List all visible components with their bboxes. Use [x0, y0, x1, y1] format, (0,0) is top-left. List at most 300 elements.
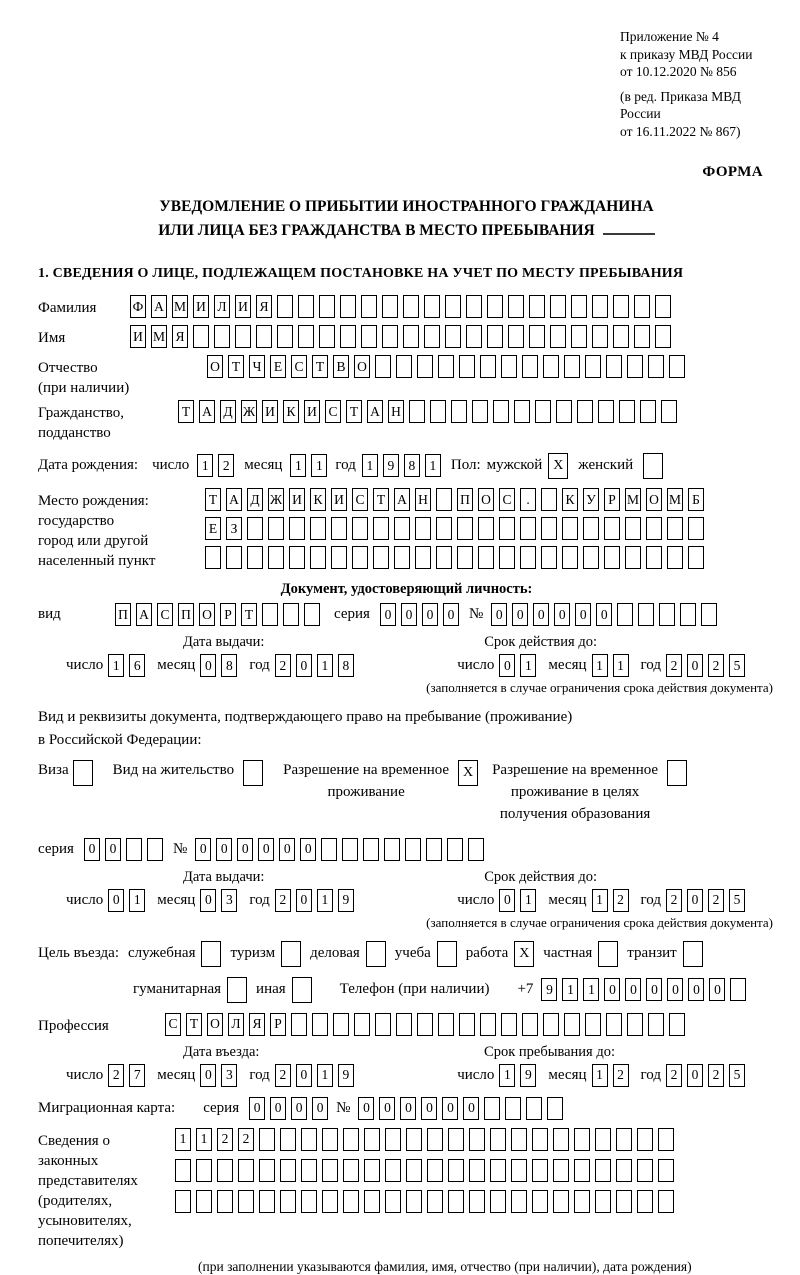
char-cell[interactable]: 9 — [520, 1064, 536, 1087]
char-cell[interactable]: Т — [205, 488, 221, 511]
char-cell[interactable]: С — [291, 355, 307, 378]
char-cell[interactable] — [547, 1097, 563, 1120]
char-cell[interactable] — [680, 603, 696, 626]
char-cell[interactable] — [543, 355, 559, 378]
char-cell[interactable]: 9 — [541, 978, 557, 1001]
char-cell[interactable] — [625, 546, 641, 569]
visa-checkbox[interactable] — [73, 760, 93, 786]
char-cell[interactable]: 0 — [296, 654, 312, 677]
char-cell[interactable] — [333, 1013, 349, 1036]
char-cell[interactable]: У — [583, 488, 599, 511]
char-cell[interactable]: Р — [270, 1013, 286, 1036]
char-cell[interactable]: 0 — [499, 889, 515, 912]
char-cell[interactable]: 2 — [613, 1064, 629, 1087]
char-cell[interactable] — [340, 325, 356, 348]
char-cell[interactable] — [637, 1190, 653, 1213]
purpose-business-checkbox[interactable] — [366, 941, 386, 967]
char-cell[interactable] — [262, 603, 278, 626]
char-cell[interactable] — [280, 1190, 296, 1213]
char-cell[interactable] — [658, 1128, 674, 1151]
char-cell[interactable] — [459, 355, 475, 378]
char-cell[interactable]: 0 — [200, 654, 216, 677]
char-cell[interactable] — [541, 546, 557, 569]
char-cell[interactable] — [364, 1190, 380, 1213]
char-cell[interactable] — [493, 400, 509, 423]
char-cell[interactable] — [298, 295, 314, 318]
char-cell[interactable] — [373, 517, 389, 540]
char-cell[interactable]: Р — [604, 488, 620, 511]
char-cell[interactable]: 0 — [463, 1097, 479, 1120]
char-cell[interactable]: 1 — [499, 1064, 515, 1087]
char-cell[interactable]: Е — [205, 517, 221, 540]
char-cell[interactable] — [331, 517, 347, 540]
char-cell[interactable] — [571, 295, 587, 318]
char-cell[interactable]: Т — [312, 355, 328, 378]
char-cell[interactable] — [277, 325, 293, 348]
char-cell[interactable] — [312, 1013, 328, 1036]
char-cell[interactable]: . — [520, 488, 536, 511]
char-cell[interactable] — [426, 838, 442, 861]
char-cell[interactable]: 1 — [129, 889, 145, 912]
char-cell[interactable]: О — [354, 355, 370, 378]
char-cell[interactable] — [472, 400, 488, 423]
char-cell[interactable] — [409, 400, 425, 423]
char-cell[interactable] — [562, 517, 578, 540]
char-cell[interactable] — [193, 325, 209, 348]
purpose-other-checkbox[interactable] — [292, 977, 312, 1003]
char-cell[interactable] — [625, 517, 641, 540]
char-cell[interactable]: И — [289, 488, 305, 511]
char-cell[interactable]: Н — [388, 400, 404, 423]
char-cell[interactable]: 2 — [666, 1064, 682, 1087]
char-cell[interactable]: И — [331, 488, 347, 511]
char-cell[interactable] — [427, 1128, 443, 1151]
char-cell[interactable] — [427, 1159, 443, 1182]
char-cell[interactable] — [638, 603, 654, 626]
char-cell[interactable]: 0 — [237, 838, 253, 861]
char-cell[interactable] — [646, 517, 662, 540]
char-cell[interactable]: Е — [270, 355, 286, 378]
char-cell[interactable]: 0 — [108, 889, 124, 912]
char-cell[interactable]: Я — [256, 295, 272, 318]
char-cell[interactable]: И — [304, 400, 320, 423]
char-cell[interactable] — [321, 838, 337, 861]
char-cell[interactable] — [701, 603, 717, 626]
char-cell[interactable] — [535, 400, 551, 423]
char-cell[interactable]: 0 — [249, 1097, 265, 1120]
char-cell[interactable] — [688, 546, 704, 569]
char-cell[interactable]: 0 — [554, 603, 570, 626]
char-cell[interactable] — [553, 1190, 569, 1213]
char-cell[interactable] — [415, 546, 431, 569]
char-cell[interactable] — [585, 1013, 601, 1036]
char-cell[interactable] — [688, 517, 704, 540]
char-cell[interactable] — [501, 1013, 517, 1036]
char-cell[interactable] — [637, 1159, 653, 1182]
char-cell[interactable] — [283, 603, 299, 626]
char-cell[interactable] — [280, 1128, 296, 1151]
char-cell[interactable]: 0 — [200, 1064, 216, 1087]
char-cell[interactable]: 7 — [129, 1064, 145, 1087]
char-cell[interactable] — [484, 1097, 500, 1120]
char-cell[interactable] — [352, 546, 368, 569]
char-cell[interactable] — [520, 546, 536, 569]
char-cell[interactable] — [310, 517, 326, 540]
char-cell[interactable] — [480, 1013, 496, 1036]
char-cell[interactable] — [648, 1013, 664, 1036]
char-cell[interactable]: П — [115, 603, 131, 626]
char-cell[interactable]: 0 — [379, 1097, 395, 1120]
char-cell[interactable] — [424, 325, 440, 348]
char-cell[interactable] — [616, 1190, 632, 1213]
char-cell[interactable] — [436, 488, 452, 511]
char-cell[interactable]: 0 — [312, 1097, 328, 1120]
char-cell[interactable] — [478, 546, 494, 569]
char-cell[interactable]: О — [478, 488, 494, 511]
char-cell[interactable] — [661, 400, 677, 423]
char-cell[interactable] — [396, 1013, 412, 1036]
char-cell[interactable] — [658, 1159, 674, 1182]
char-cell[interactable]: 0 — [200, 889, 216, 912]
char-cell[interactable] — [667, 546, 683, 569]
char-cell[interactable]: 0 — [491, 603, 507, 626]
char-cell[interactable]: 1 — [108, 654, 124, 677]
char-cell[interactable] — [526, 1097, 542, 1120]
char-cell[interactable]: Т — [346, 400, 362, 423]
purpose-study-checkbox[interactable] — [437, 941, 457, 967]
char-cell[interactable] — [322, 1128, 338, 1151]
char-cell[interactable] — [403, 295, 419, 318]
char-cell[interactable] — [424, 295, 440, 318]
char-cell[interactable] — [490, 1159, 506, 1182]
char-cell[interactable]: К — [310, 488, 326, 511]
char-cell[interactable]: Я — [172, 325, 188, 348]
char-cell[interactable] — [634, 325, 650, 348]
char-cell[interactable] — [616, 1159, 632, 1182]
char-cell[interactable]: 0 — [422, 603, 438, 626]
char-cell[interactable]: В — [333, 355, 349, 378]
char-cell[interactable] — [289, 517, 305, 540]
char-cell[interactable] — [217, 1159, 233, 1182]
char-cell[interactable] — [592, 325, 608, 348]
char-cell[interactable]: М — [151, 325, 167, 348]
char-cell[interactable]: С — [325, 400, 341, 423]
char-cell[interactable] — [448, 1159, 464, 1182]
char-cell[interactable]: 1 — [197, 454, 213, 477]
char-cell[interactable] — [606, 355, 622, 378]
char-cell[interactable] — [394, 546, 410, 569]
char-cell[interactable] — [280, 1159, 296, 1182]
char-cell[interactable] — [394, 517, 410, 540]
char-cell[interactable]: 1 — [175, 1128, 191, 1151]
char-cell[interactable] — [364, 1128, 380, 1151]
char-cell[interactable] — [487, 325, 503, 348]
char-cell[interactable]: И — [262, 400, 278, 423]
char-cell[interactable] — [247, 517, 263, 540]
char-cell[interactable] — [490, 1128, 506, 1151]
char-cell[interactable]: 1 — [592, 1064, 608, 1087]
char-cell[interactable] — [447, 838, 463, 861]
char-cell[interactable] — [468, 838, 484, 861]
char-cell[interactable]: И — [130, 325, 146, 348]
char-cell[interactable] — [532, 1128, 548, 1151]
char-cell[interactable] — [604, 517, 620, 540]
char-cell[interactable]: 0 — [625, 978, 641, 1001]
char-cell[interactable] — [574, 1128, 590, 1151]
char-cell[interactable] — [457, 546, 473, 569]
char-cell[interactable] — [583, 546, 599, 569]
char-cell[interactable] — [562, 546, 578, 569]
char-cell[interactable] — [247, 546, 263, 569]
char-cell[interactable]: 0 — [646, 978, 662, 1001]
char-cell[interactable]: 0 — [443, 603, 459, 626]
char-cell[interactable] — [556, 400, 572, 423]
char-cell[interactable]: Т — [228, 355, 244, 378]
char-cell[interactable]: 1 — [317, 654, 333, 677]
char-cell[interactable] — [364, 1159, 380, 1182]
char-cell[interactable]: Д — [247, 488, 263, 511]
char-cell[interactable]: 1 — [592, 889, 608, 912]
char-cell[interactable] — [469, 1159, 485, 1182]
char-cell[interactable]: 2 — [275, 654, 291, 677]
char-cell[interactable] — [291, 1013, 307, 1036]
temp-residence-education-checkbox[interactable] — [667, 760, 687, 786]
char-cell[interactable]: 1 — [317, 1064, 333, 1087]
char-cell[interactable] — [427, 1190, 443, 1213]
char-cell[interactable] — [343, 1159, 359, 1182]
char-cell[interactable] — [648, 355, 664, 378]
char-cell[interactable]: А — [151, 295, 167, 318]
char-cell[interactable] — [436, 517, 452, 540]
char-cell[interactable] — [343, 1190, 359, 1213]
char-cell[interactable] — [175, 1190, 191, 1213]
char-cell[interactable] — [459, 1013, 475, 1036]
char-cell[interactable] — [196, 1159, 212, 1182]
char-cell[interactable] — [553, 1159, 569, 1182]
char-cell[interactable]: А — [199, 400, 215, 423]
char-cell[interactable] — [634, 295, 650, 318]
char-cell[interactable] — [522, 1013, 538, 1036]
char-cell[interactable]: 1 — [592, 654, 608, 677]
char-cell[interactable] — [430, 400, 446, 423]
char-cell[interactable] — [277, 295, 293, 318]
char-cell[interactable]: 0 — [687, 889, 703, 912]
char-cell[interactable] — [259, 1190, 275, 1213]
char-cell[interactable] — [301, 1128, 317, 1151]
char-cell[interactable] — [655, 325, 671, 348]
char-cell[interactable] — [322, 1159, 338, 1182]
char-cell[interactable]: 0 — [195, 838, 211, 861]
char-cell[interactable]: 0 — [358, 1097, 374, 1120]
char-cell[interactable]: 9 — [338, 889, 354, 912]
purpose-private-checkbox[interactable] — [598, 941, 618, 967]
char-cell[interactable] — [577, 400, 593, 423]
char-cell[interactable] — [592, 295, 608, 318]
char-cell[interactable]: 2 — [708, 1064, 724, 1087]
char-cell[interactable]: 2 — [275, 1064, 291, 1087]
char-cell[interactable]: 0 — [442, 1097, 458, 1120]
char-cell[interactable] — [322, 1190, 338, 1213]
char-cell[interactable]: 0 — [291, 1097, 307, 1120]
char-cell[interactable] — [585, 355, 601, 378]
char-cell[interactable] — [637, 1128, 653, 1151]
char-cell[interactable] — [640, 400, 656, 423]
char-cell[interactable] — [319, 325, 335, 348]
char-cell[interactable]: 0 — [84, 838, 100, 861]
char-cell[interactable]: 9 — [383, 454, 399, 477]
char-cell[interactable]: 2 — [108, 1064, 124, 1087]
char-cell[interactable] — [147, 838, 163, 861]
char-cell[interactable] — [619, 400, 635, 423]
char-cell[interactable] — [417, 1013, 433, 1036]
char-cell[interactable]: 0 — [688, 978, 704, 1001]
char-cell[interactable]: 2 — [275, 889, 291, 912]
char-cell[interactable]: 0 — [105, 838, 121, 861]
char-cell[interactable]: Ж — [241, 400, 257, 423]
char-cell[interactable] — [382, 325, 398, 348]
char-cell[interactable] — [126, 838, 142, 861]
char-cell[interactable]: С — [157, 603, 173, 626]
purpose-tourism-checkbox[interactable] — [281, 941, 301, 967]
char-cell[interactable] — [259, 1159, 275, 1182]
char-cell[interactable] — [196, 1190, 212, 1213]
char-cell[interactable] — [613, 325, 629, 348]
char-cell[interactable]: Т — [373, 488, 389, 511]
char-cell[interactable]: 0 — [380, 603, 396, 626]
char-cell[interactable]: З — [226, 517, 242, 540]
char-cell[interactable] — [508, 325, 524, 348]
char-cell[interactable]: П — [457, 488, 473, 511]
char-cell[interactable] — [627, 355, 643, 378]
char-cell[interactable] — [499, 546, 515, 569]
char-cell[interactable] — [616, 1128, 632, 1151]
char-cell[interactable] — [617, 603, 633, 626]
char-cell[interactable] — [532, 1190, 548, 1213]
char-cell[interactable] — [529, 295, 545, 318]
char-cell[interactable]: 1 — [290, 454, 306, 477]
char-cell[interactable]: Я — [249, 1013, 265, 1036]
char-cell[interactable] — [382, 295, 398, 318]
char-cell[interactable]: М — [625, 488, 641, 511]
char-cell[interactable] — [445, 325, 461, 348]
char-cell[interactable]: Ч — [249, 355, 265, 378]
char-cell[interactable] — [238, 1190, 254, 1213]
char-cell[interactable]: О — [199, 603, 215, 626]
char-cell[interactable] — [613, 295, 629, 318]
char-cell[interactable]: Ф — [130, 295, 146, 318]
char-cell[interactable] — [217, 1190, 233, 1213]
char-cell[interactable] — [298, 325, 314, 348]
char-cell[interactable] — [730, 978, 746, 1001]
char-cell[interactable]: А — [136, 603, 152, 626]
char-cell[interactable] — [361, 325, 377, 348]
char-cell[interactable] — [214, 325, 230, 348]
char-cell[interactable] — [448, 1190, 464, 1213]
char-cell[interactable]: 0 — [512, 603, 528, 626]
char-cell[interactable]: Ж — [268, 488, 284, 511]
char-cell[interactable] — [342, 838, 358, 861]
char-cell[interactable] — [469, 1190, 485, 1213]
char-cell[interactable]: К — [562, 488, 578, 511]
char-cell[interactable]: 1 — [562, 978, 578, 1001]
char-cell[interactable] — [529, 325, 545, 348]
char-cell[interactable] — [226, 546, 242, 569]
char-cell[interactable] — [457, 517, 473, 540]
char-cell[interactable] — [659, 603, 675, 626]
char-cell[interactable]: 6 — [129, 654, 145, 677]
char-cell[interactable] — [595, 1128, 611, 1151]
char-cell[interactable] — [384, 838, 400, 861]
char-cell[interactable]: А — [226, 488, 242, 511]
char-cell[interactable]: М — [172, 295, 188, 318]
char-cell[interactable] — [564, 355, 580, 378]
char-cell[interactable]: 9 — [338, 1064, 354, 1087]
char-cell[interactable]: Л — [228, 1013, 244, 1036]
char-cell[interactable] — [406, 1190, 422, 1213]
char-cell[interactable]: 3 — [221, 889, 237, 912]
char-cell[interactable]: Т — [186, 1013, 202, 1036]
char-cell[interactable]: 0 — [604, 978, 620, 1001]
char-cell[interactable] — [541, 488, 557, 511]
char-cell[interactable] — [385, 1159, 401, 1182]
char-cell[interactable]: П — [178, 603, 194, 626]
char-cell[interactable] — [658, 1190, 674, 1213]
char-cell[interactable] — [655, 295, 671, 318]
char-cell[interactable]: 0 — [709, 978, 725, 1001]
char-cell[interactable] — [564, 1013, 580, 1036]
char-cell[interactable]: 0 — [401, 603, 417, 626]
char-cell[interactable]: 8 — [221, 654, 237, 677]
char-cell[interactable] — [448, 1128, 464, 1151]
char-cell[interactable] — [340, 295, 356, 318]
char-cell[interactable]: Б — [688, 488, 704, 511]
char-cell[interactable] — [604, 546, 620, 569]
char-cell[interactable]: 1 — [317, 889, 333, 912]
char-cell[interactable]: 1 — [196, 1128, 212, 1151]
char-cell[interactable] — [417, 355, 433, 378]
char-cell[interactable] — [268, 517, 284, 540]
char-cell[interactable] — [256, 325, 272, 348]
char-cell[interactable]: 0 — [575, 603, 591, 626]
char-cell[interactable] — [405, 838, 421, 861]
char-cell[interactable] — [646, 546, 662, 569]
char-cell[interactable]: Д — [220, 400, 236, 423]
char-cell[interactable] — [415, 517, 431, 540]
char-cell[interactable]: И — [193, 295, 209, 318]
char-cell[interactable] — [511, 1159, 527, 1182]
char-cell[interactable]: 1 — [520, 654, 536, 677]
char-cell[interactable] — [406, 1159, 422, 1182]
char-cell[interactable]: 2 — [708, 889, 724, 912]
char-cell[interactable] — [396, 355, 412, 378]
char-cell[interactable]: 0 — [216, 838, 232, 861]
char-cell[interactable] — [583, 517, 599, 540]
char-cell[interactable]: 0 — [687, 654, 703, 677]
char-cell[interactable]: 1 — [311, 454, 327, 477]
char-cell[interactable] — [480, 355, 496, 378]
char-cell[interactable] — [375, 1013, 391, 1036]
char-cell[interactable] — [375, 355, 391, 378]
char-cell[interactable] — [403, 325, 419, 348]
char-cell[interactable]: 0 — [667, 978, 683, 1001]
char-cell[interactable]: Л — [214, 295, 230, 318]
char-cell[interactable] — [669, 355, 685, 378]
char-cell[interactable]: 8 — [338, 654, 354, 677]
char-cell[interactable]: Т — [241, 603, 257, 626]
char-cell[interactable] — [595, 1190, 611, 1213]
char-cell[interactable]: А — [367, 400, 383, 423]
char-cell[interactable] — [508, 295, 524, 318]
